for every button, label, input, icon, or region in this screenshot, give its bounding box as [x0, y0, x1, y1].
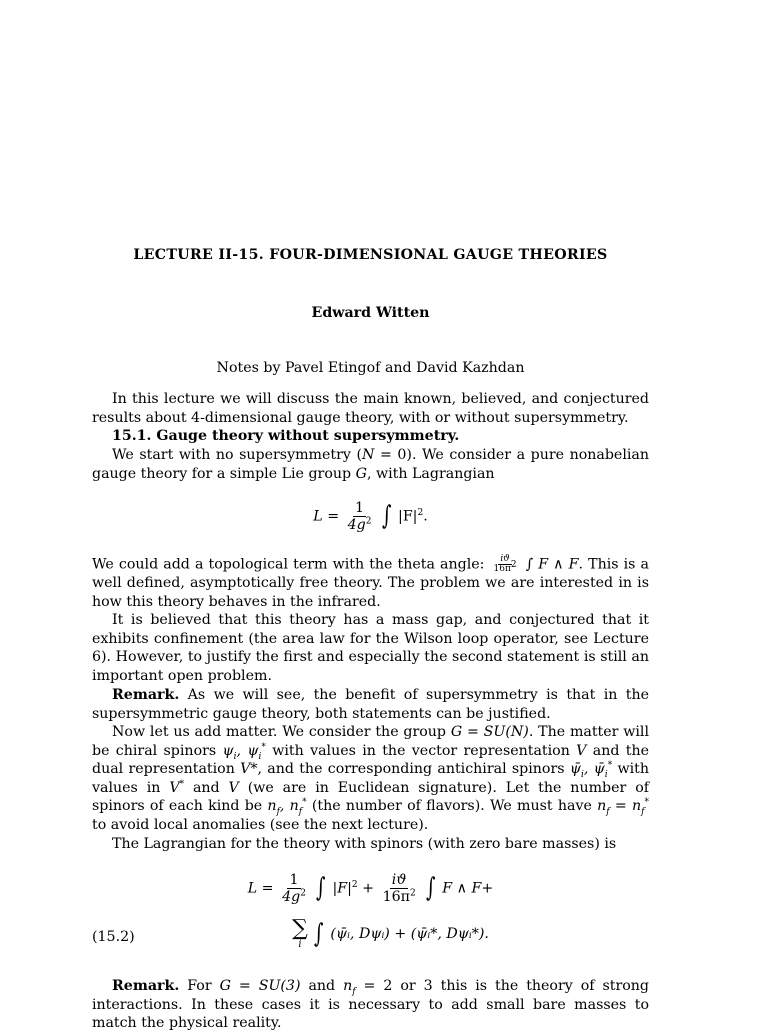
paragraph-lagrangian-spinors: The Lagrangian for the theory with spinors (with zero bare masses) is	[112, 836, 617, 852]
notes-credit: Notes by Pavel Etingof and David Kazhdan	[216, 360, 525, 376]
author: Edward Witten	[311, 305, 430, 321]
paragraph-matter: Now let us add matter. We consider the group G = SU(N). The matter will be chiral spinors $\psi_i$, $\psi_i^*$ with values in the vector representation V and the dual representation V*, and the corresponding antichiral spinors $\psī_i$, $\psī_i^*$ with values in V* and V (we are in Euclidean signature). Let the number of spinors of each kind be $n_f$, $n_f^*$ (the number of flavors). We must have $n_f = n_f^*$ to avoid local anomalies (see the next lecture).	[92, 724, 649, 833]
equation-15-2-line2: ∑ i ∫ (ψ̄ᵢ, Dψᵢ) + (ψ̄ᵢ*, Dψᵢ*).	[292, 916, 489, 950]
equation-lagrangian: L = $\frac{1}{4g^2}$ ∫ $|F|^2$.	[313, 500, 428, 533]
paragraph-no-susy: We start with no supersymmetry (N = 0). We consider a pure nonabelian gauge theory for a simple Lie group G, with Lagrangian	[92, 447, 649, 482]
paragraph-theta: We could add a topological term with the theta angle: $\frac{iϑ}{16\pi^2}$ ∫ F ∧ F. This is a well defined, asymptotically free theory. The problem we are interested in is how this theory behaves in the infrared.	[92, 554, 649, 610]
paragraph-mass-gap: It is believed that this theory has a mass gap, and conjectured that it exhibits confinement (the area law for the Wilson loop operator, see Lecture 6). However, to justify the first and especially the second statement is still an important open problem.	[92, 612, 649, 684]
intro-paragraph: In this lecture we will discuss the main known, believed, and conjectured results about 4-dimensional gauge theory, with or without supersymmetry.	[92, 391, 649, 426]
equation-number: (15.2)	[92, 929, 135, 945]
page-title: LECTURE II-15. FOUR-DIMENSIONAL GAUGE THEORIES	[133, 247, 608, 263]
section-heading: 15.1. Gauge theory without supersymmetry.	[112, 428, 460, 444]
equation-15-2-line1: L = $\frac{1}{4g^2}$ ∫ $|F|^2$ + $\frac{iϑ}{16\pi^2}$ ∫ F ∧ F+	[247, 872, 494, 905]
paragraph-remark-strong: Remark. For G = SU(3) and $n_f = 2$ or 3 this is the theory of strong interactions. In these cases it is necessary to add small bare masses to match the physical reality.	[92, 978, 649, 1032]
paragraph-remark-susy: Remark. As we will see, the benefit of supersymmetry is that in the supersymmetric gauge theory, both statements can be justified.	[92, 687, 649, 722]
